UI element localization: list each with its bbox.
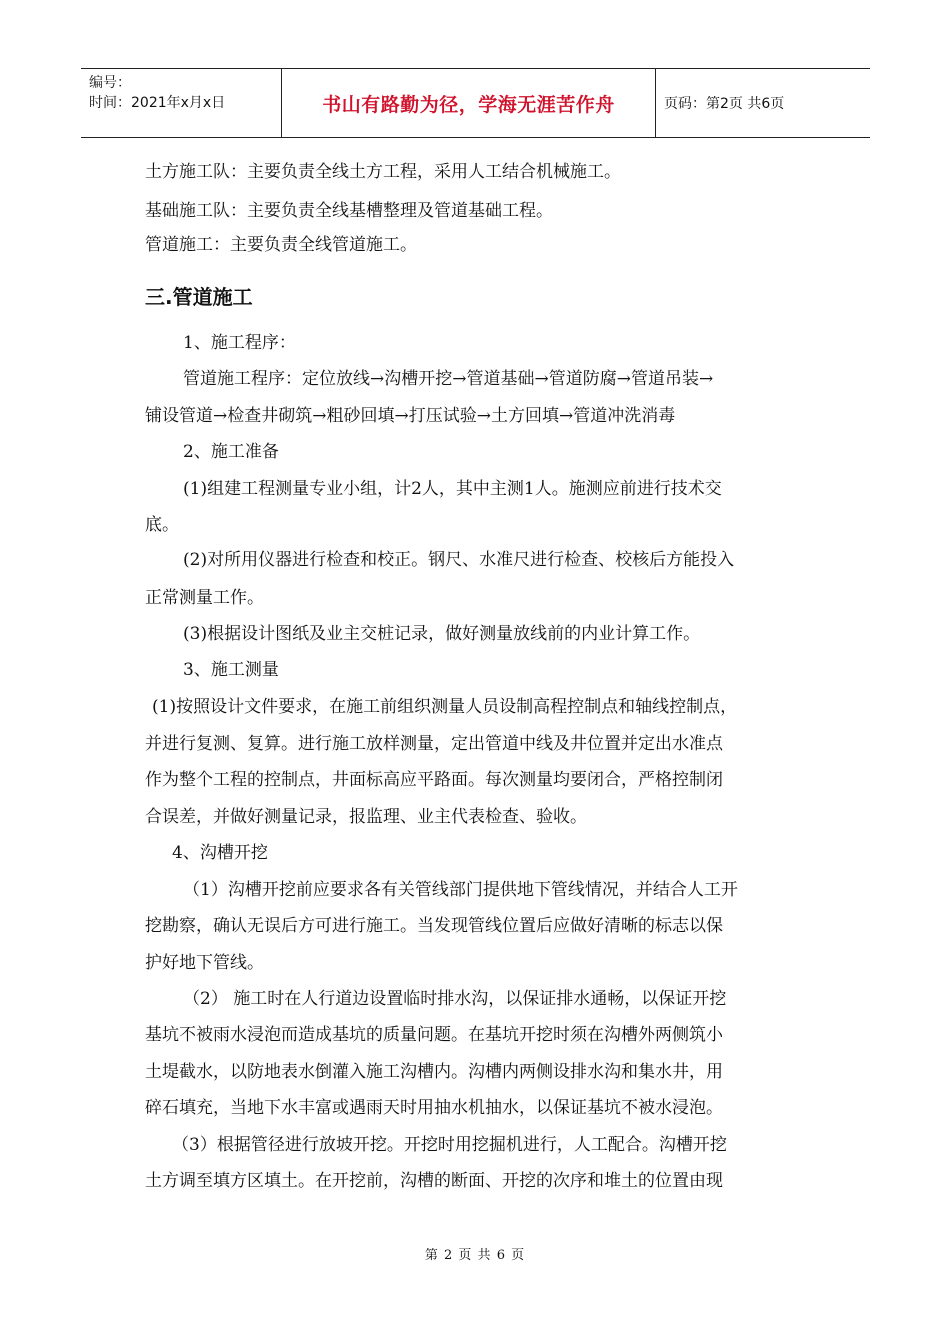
- paragraph-line: 合误差，并做好测量记录，报监理、业主代表检查、验收。: [145, 807, 587, 827]
- paragraph-line: (1)组建工程测量专业小组，计2人，其中主测1人。施测应前进行技术交: [183, 479, 722, 499]
- section-heading: 三.管道施工: [145, 285, 253, 309]
- header-page-label: 页码：第2页 共6页: [664, 96, 785, 112]
- paragraph-line: 作为整个工程的控制点，井面标高应平路面。每次测量均要闭合，严格控制闭: [145, 770, 723, 790]
- paragraph-line: 土方调至填方区填土。在开挖前，沟槽的断面、开挖的次序和堆土的位置由现: [145, 1171, 723, 1191]
- paragraph-line: （2） 施工时在人行道边设置临时排水沟，以保证排水通畅，以保证开挖: [183, 989, 727, 1009]
- paragraph-line: 土堤截水，以防地表水倒灌入施工沟槽内。沟槽内两侧设排水沟和集水井，用: [145, 1062, 723, 1082]
- paragraph-line: 挖勘察，确认无误后方可进行施工。当发现管线位置后应做好清晰的标志以保: [145, 916, 723, 936]
- subsection-heading: 4、沟槽开挖: [172, 843, 268, 863]
- intro-line: 管道施工：主要负责全线管道施工。: [145, 235, 417, 255]
- paragraph-line: 护好地下管线。: [145, 953, 264, 973]
- intro-line: 基础施工队：主要负责全线基槽整理及管道基础工程。: [145, 201, 553, 221]
- paragraph-line: 铺设管道→检查井砌筑→粗砂回填→打压试验→土方回填→管道冲洗消毒: [145, 406, 676, 426]
- paragraph-line: （1）沟槽开挖前应要求各有关管线部门提供地下管线情况，并结合人工开: [183, 880, 738, 900]
- paragraph-line: 碎石填充，当地下水丰富或遇雨天时用抽水机抽水，以保证基坑不被水浸泡。: [145, 1098, 723, 1118]
- page-header: [81, 68, 870, 138]
- header-motto-cell: [282, 69, 656, 137]
- subsection-heading: 3、施工测量: [183, 660, 279, 680]
- paragraph-line: 管道施工程序：定位放线→沟槽开挖→管道基础→管道防腐→管道吊装→: [183, 369, 714, 389]
- subsection-heading: 2、施工准备: [183, 442, 279, 462]
- header-motto: 书山有路勤为径，学海无涯苦作舟: [322, 93, 615, 116]
- paragraph-line: (3)根据设计图纸及业主交桩记录，做好测量放线前的内业计算工作。: [183, 624, 701, 644]
- paragraph-line: 基坑不被雨水浸泡而造成基坑的质量问题。在基坑开挖时须在沟槽外两侧筑小: [145, 1025, 723, 1045]
- header-meta: [81, 69, 282, 137]
- intro-line: 土方施工队：主要负责全线土方工程，采用人工结合机械施工。: [145, 162, 621, 182]
- paragraph-line: 底。: [145, 515, 179, 535]
- header-page-cell: [656, 69, 870, 137]
- paragraph-line: (1)按照设计文件要求，在施工前组织测量人员设制高程控制点和轴线控制点，: [152, 697, 738, 717]
- paragraph-line: (2)对所用仪器进行检查和校正。钢尺、水准尺进行检查、校核后方能投入: [183, 550, 735, 570]
- document-number-label: 编号：: [89, 75, 131, 91]
- subsection-heading: 1、施工程序：: [183, 333, 296, 353]
- paragraph-line: 并进行复测、复算。进行施工放样测量，定出管道中线及井位置并定出水准点: [145, 734, 723, 754]
- paragraph-line: 正常测量工作。: [145, 588, 264, 608]
- page-footer: 第 2 页 共 6 页: [424, 1248, 526, 1263]
- document-date-label: 时间：2021年x月x日: [89, 95, 226, 111]
- paragraph-line: （3）根据管径进行放坡开挖。开挖时用挖掘机进行，人工配合。沟槽开挖: [172, 1135, 727, 1155]
